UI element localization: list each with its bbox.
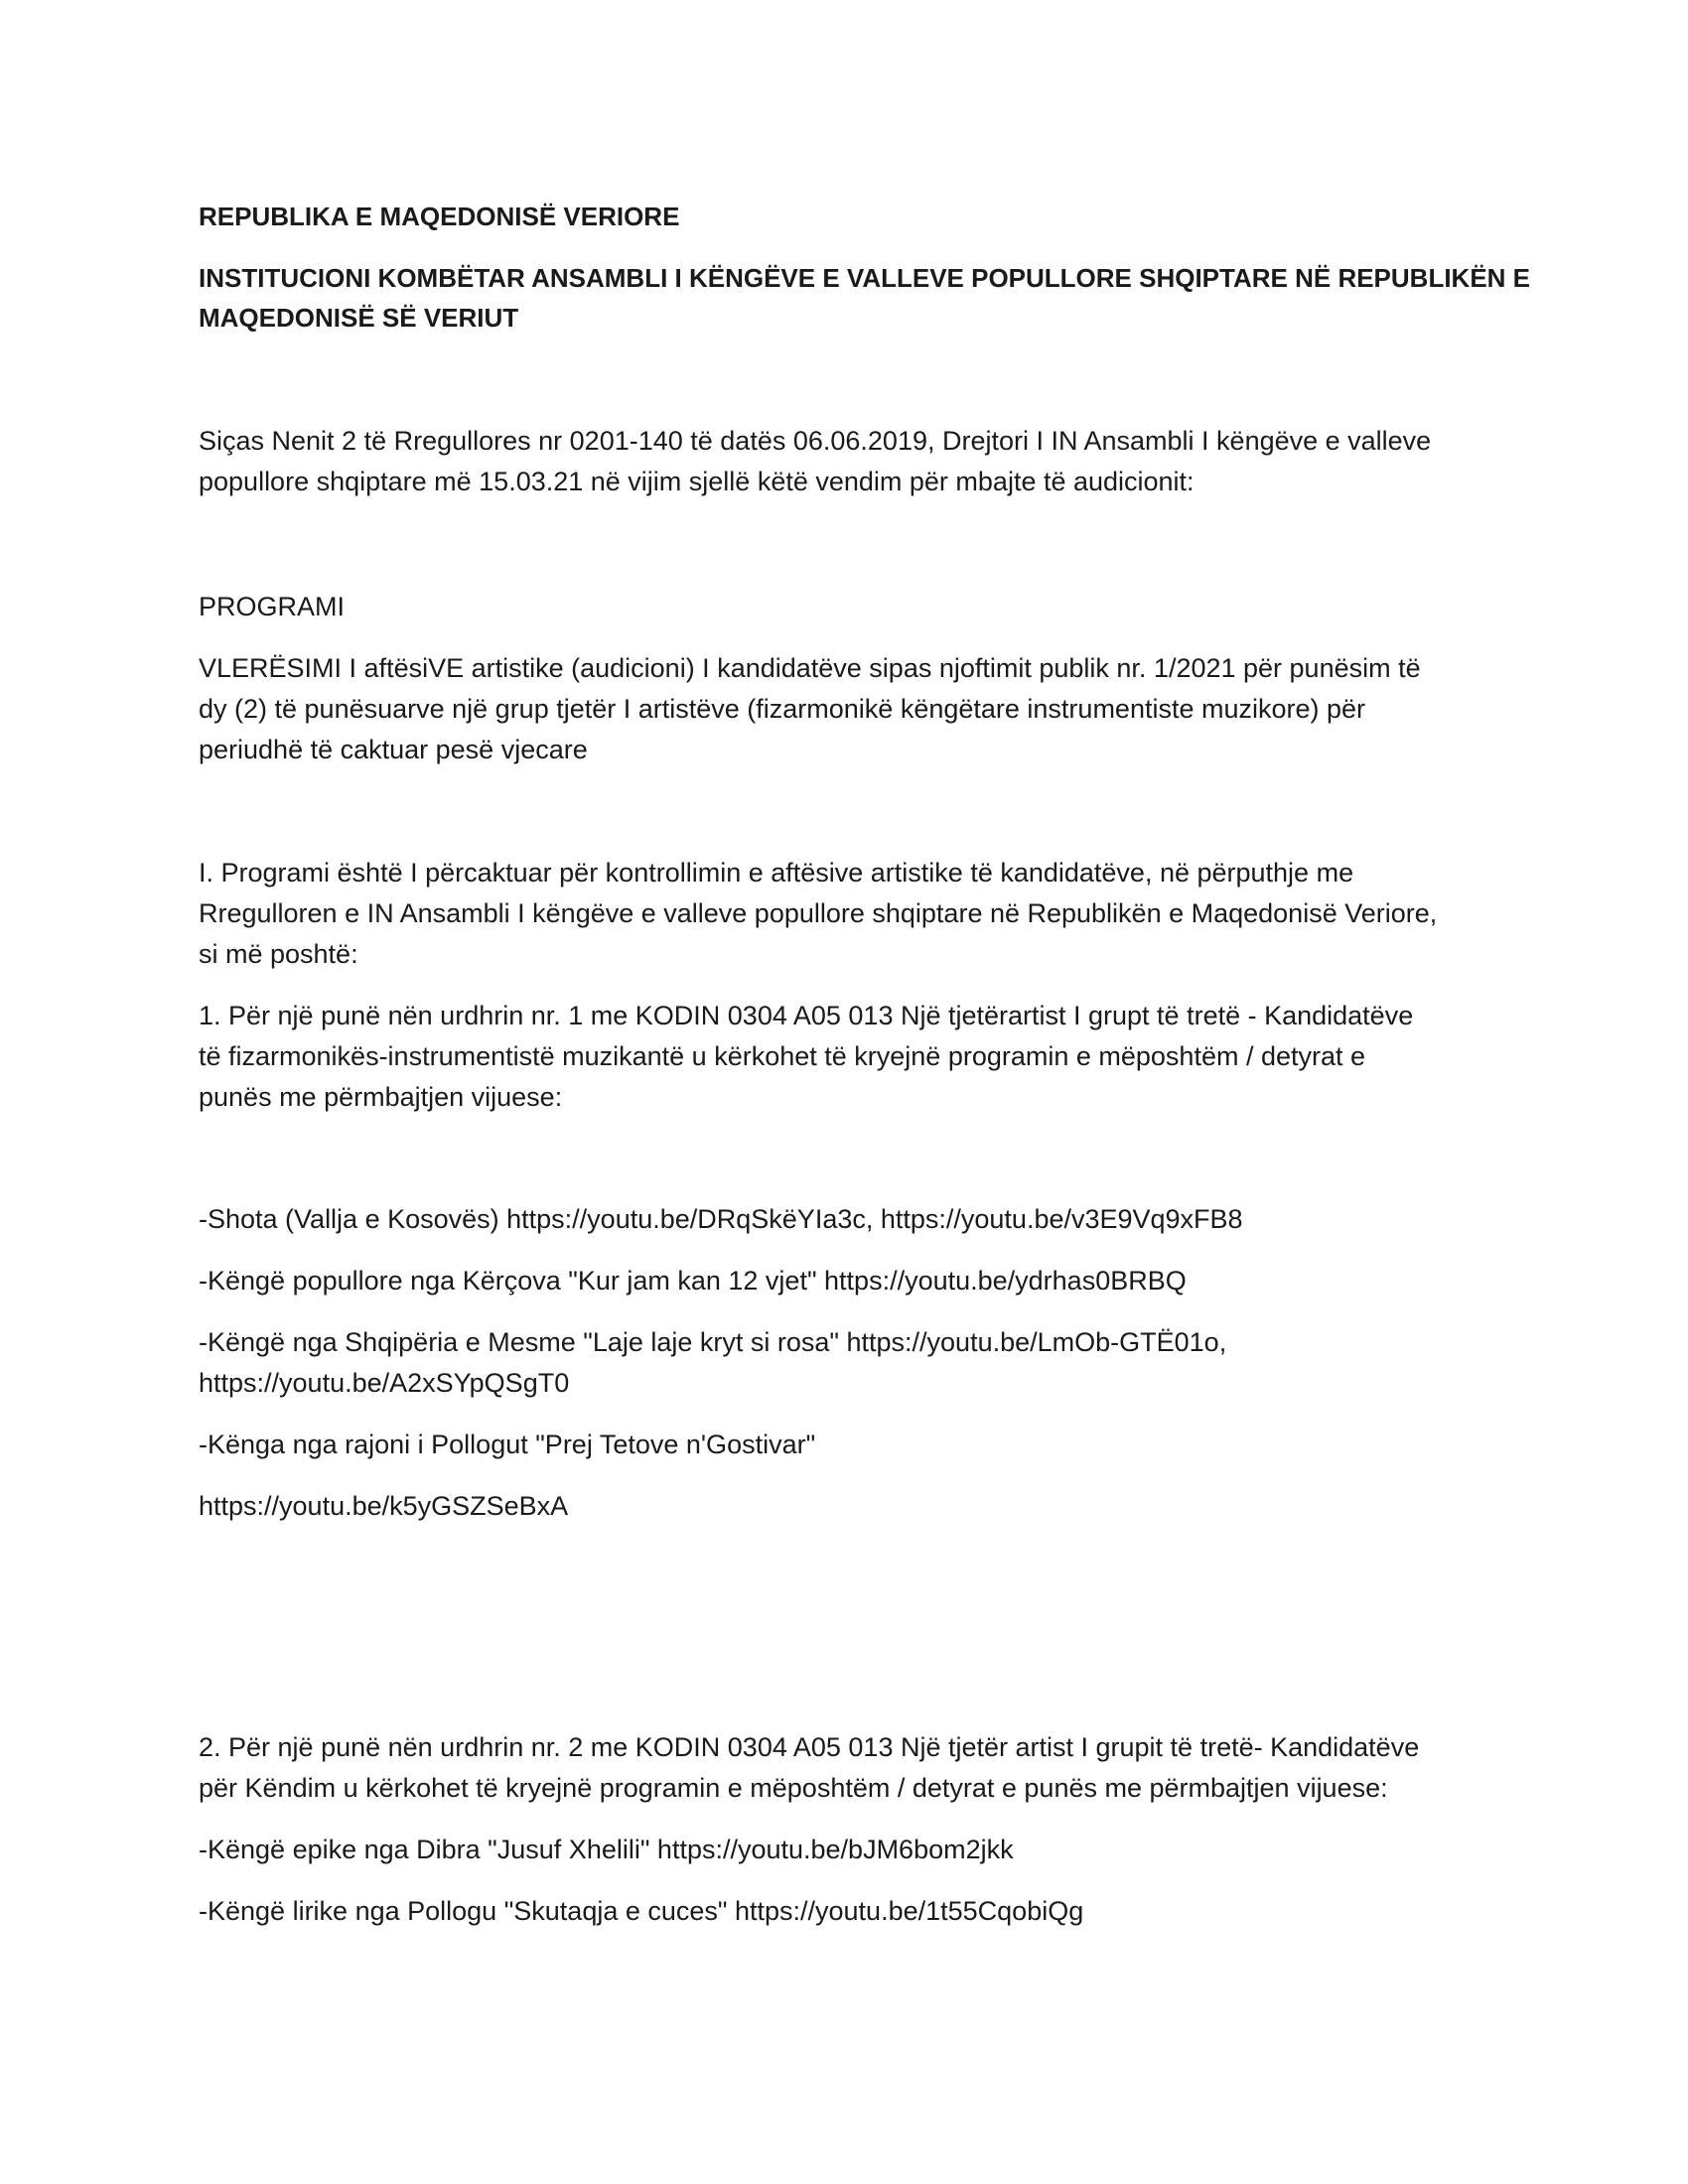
item1-song-4: -Kënga nga rajoni i Pollogut "Prej Tetove n'Gostivar" bbox=[199, 1430, 816, 1459]
item1-song-1: -Shota (Vallja e Kosovës) https://youtu.be/DRqSkëYIa3c, https://youtu.be/v3E9Vq9xFB8 bbox=[199, 1204, 1243, 1234]
section-i-line-2: Rregulloren e IN Ansambli I këngëve e valleve popullore shqiptare në Republikën e Maqedonisë Veriore, bbox=[199, 898, 1438, 928]
institution-heading-line-2: MAQEDONISË SË VERIUT bbox=[199, 303, 519, 333]
item1-line-2: të fizarmonikës-instrumentistë muzikantë u kërkohet të kryejnë programin e mëposhtëm / detyrat e bbox=[199, 1041, 1366, 1071]
item1-song-2: -Këngë popullore nga Kërçova "Kur jam kan 12 vjet" https://youtu.be/ydrhas0BRBQ bbox=[199, 1266, 1187, 1296]
program-title: PROGRAMI bbox=[199, 592, 346, 621]
item1-line-3: punës me përmbajtjen vijuese: bbox=[199, 1082, 563, 1112]
country-heading: REPUBLIKA E MAQEDONISË VERIORE bbox=[199, 202, 680, 231]
program-desc-line-3: periudhë të caktuar pesë vjecare bbox=[199, 735, 588, 764]
document-page bbox=[199, 0, 1531, 2184]
item2-line-1: 2. Për një punë nën urdhrin nr. 2 me KODIN 0304 A05 013 Një tjetër artist I grupit të tretë- Kandidatëve bbox=[199, 1732, 1420, 1762]
item2-song-2: -Këngë lirike nga Pollogu "Skutaqja e cuces" https://youtu.be/1t55CqobiQg bbox=[199, 1896, 1084, 1926]
institution-heading-line-1: INSTITUCIONI KOMBËTAR ANSAMBLI I KËNGËVE E VALLEVE POPULLORE SHQIPTARE NË REPUBLIKËN E bbox=[199, 263, 1531, 293]
intro-line-1: Siças Nenit 2 të Rregullores nr 0201-140 të datës 06.06.2019, Drejtori I IN Ansambli I këngëve e valleve bbox=[199, 426, 1432, 456]
item2-line-2: për Këndim u kërkohet të kryejnë programin e mëposhtëm / detyrat e punës me përmbajtjen vijuese: bbox=[199, 1773, 1388, 1803]
program-desc-line-1: VLERËSIMI I aftësiVE artistike (audicioni) I kandidatëve sipas njoftimit publik nr. 1/2021 për punësim të bbox=[199, 653, 1421, 683]
program-desc-line-2: dy (2) të punësuarve një grup tjetër I artistëve (fizarmonikë këngëtare instrumentiste muzikore) për bbox=[199, 694, 1366, 724]
intro-line-2: popullore shqiptare më 15.03.21 në vijim sjellë këtë vendim për mbajte të audicionit: bbox=[199, 467, 1195, 496]
section-i-line-3: si më poshtë: bbox=[199, 939, 358, 969]
item1-line-1: 1. Për një punë nën urdhrin nr. 1 me KODIN 0304 A05 013 Një tjetërartist I grupt të tretë - Kandidatëve bbox=[199, 1001, 1414, 1030]
item1-song-3: -Këngë nga Shqipëria e Mesme "Laje laje kryt si rosa" https://youtu.be/LmOb-GTË01o, bbox=[199, 1327, 1227, 1357]
item1-song-3-link: https://youtu.be/A2xSYpQSgT0 bbox=[199, 1368, 570, 1398]
section-i-line-1: I. Programi është I përcaktuar për kontrollimin e aftësive artistike të kandidatëve, në përputhje me bbox=[199, 858, 1354, 887]
item1-song-4-link: https://youtu.be/k5yGSZSeBxA bbox=[199, 1491, 569, 1521]
item2-song-1: -Këngë epike nga Dibra "Jusuf Xhelili" https://youtu.be/bJM6bom2jkk bbox=[199, 1835, 1014, 1864]
